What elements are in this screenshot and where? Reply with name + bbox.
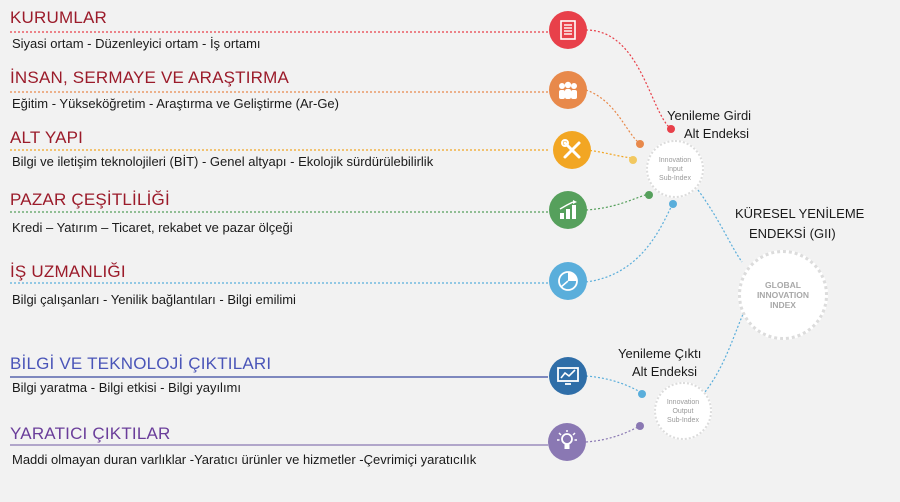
input-subindex-circle [646,140,704,198]
global-index-caption-line1: KÜRESEL YENİLEME [735,206,865,221]
input-subindex-circle-line1: Innovation [658,156,692,164]
category-title-pazar: PAZAR ÇEŞİTLİLİĞİ [10,190,170,209]
category-title-yaratici: YARATICI ÇIKTILAR [10,424,171,443]
category-subtitle-pazar: Kredi – Yatırım – Ticaret, rekabet ve pazar ölçeği [12,220,293,235]
input-dot-kurumlar [667,125,675,133]
category-subtitle-bilgi-teknoloji: Bilgi yaratma - Bilgi etkisi - Bilgi yayılımı [12,380,241,395]
input-dot-pazar [645,191,653,199]
category-subtitle-is-uzmanligi: Bilgi çalışanları - Yenilik bağlantıları - Bilgi emilimi [12,292,296,307]
global-index-caption-line2: ENDEKSİ (GII) [749,226,836,241]
input-dot-insan [636,140,644,148]
output-dot-bilgi [638,390,646,398]
output-subindex-caption-line1: Yenileme Çıktı [618,346,702,361]
category-title-bilgi-teknoloji: BİLGİ VE TEKNOLOJİ ÇIKTILARI [10,354,272,373]
category-title-kurumlar: KURUMLAR [10,8,108,27]
category-subtitle-altyapi: Bilgi ve iletişim teknolojileri (BİT) - Genel altyapı - Ekolojik sürdürülebilirlik [12,154,434,169]
output-subindex-circle [654,382,712,440]
category-subtitle-insan: Eğitim - Yükseköğretim - Araştırma ve Geliştirme (Ar-Ge) [12,96,339,111]
input-subindex-caption-line1: Yenileme Girdi [667,108,752,123]
lightbulb-icon [548,423,586,461]
input-subindex-circle-line2: Input [667,165,683,173]
output-dot-yaratici [636,422,644,430]
output-subindex-caption-line2: Alt Endeksi [632,364,698,379]
input-dot-is-uzmanligi [669,200,677,208]
input-subindex-circle-line3: Sub-Index [659,174,691,182]
building-icon [549,11,587,49]
category-title-insan: İNSAN, SERMAYE VE ARAŞTIRMA [10,68,290,87]
category-title-altyapi: ALT YAPI [10,128,84,147]
people-icon [549,71,587,109]
category-subtitle-kurumlar: Siyasi ortam - Düzenleyici ortam - İş ortamı [12,36,261,51]
global-index-circle-line3: INDEX [770,300,796,310]
input-dot-altyapi [629,156,637,164]
tools-icon [553,131,591,169]
growth-chart-icon [549,191,587,229]
global-index-circle [738,250,828,340]
output-subindex-circle-line2: Output [672,407,694,415]
output-subindex-circle-line3: Sub-Index [667,416,699,424]
pie-chart-icon [549,262,587,300]
input-subindex-caption-line2: Alt Endeksi [684,126,750,141]
global-index-circle-line1: GLOBAL [765,280,801,290]
category-title-is-uzmanligi: İŞ UZMANLIĞI [10,262,126,281]
category-subtitle-yaratici: Maddi olmayan duran varlıklar -Yaratıcı ürünler ve hizmetler -Çevrimiçi yaratıcılık [12,452,477,467]
global-index-circle-line2: INNOVATION [756,290,810,300]
output-subindex-circle-line1: Innovation [666,398,700,406]
monitor-chart-icon [549,357,587,395]
